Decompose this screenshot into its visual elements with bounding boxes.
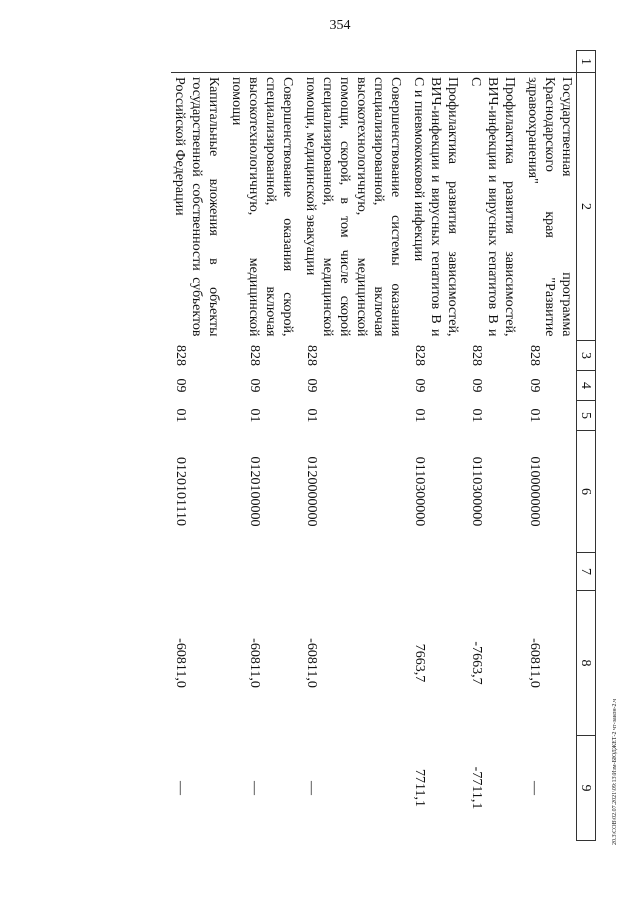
row-rz: 09 bbox=[527, 378, 542, 393]
row-name: Капитальные вложения в объекты государственной собственности субъектов Российской Федерации bbox=[172, 77, 221, 337]
budget-table bbox=[96, 50, 596, 840]
row-name: Совершенствование системы оказания специализированной, включая высокотехнологичную, медицинской помощи, скорой, в том числе скорой специализированной, медицинской помощи, медицинской эвакуации bbox=[303, 77, 403, 337]
table-row bbox=[467, 51, 524, 841]
row-amount: -60811,0 bbox=[527, 638, 542, 688]
row-amount-2: — bbox=[247, 781, 262, 795]
row-pr: 01 bbox=[173, 408, 188, 423]
row-grbs: 828 bbox=[173, 345, 188, 366]
table-row bbox=[302, 51, 410, 841]
row-csr: 0120000000 bbox=[304, 456, 319, 527]
row-amount-2: -7711,1 bbox=[469, 766, 484, 810]
row-amount-2: 7711,1 bbox=[412, 769, 427, 807]
row-csr: 0100000000 bbox=[527, 456, 542, 527]
column-header: 9 bbox=[577, 736, 596, 841]
row-amount: -7663,7 bbox=[469, 641, 484, 685]
table-row bbox=[228, 51, 302, 841]
row-name: Профилактика развития зависимостей, ВИЧ-инфекции и вирусных гепатитов В и С bbox=[468, 77, 517, 337]
row-grbs: 828 bbox=[304, 345, 319, 366]
column-header: 6 bbox=[577, 431, 596, 553]
row-vr bbox=[524, 553, 577, 591]
column-header: 7 bbox=[577, 553, 596, 591]
row-rz: 09 bbox=[247, 378, 262, 393]
row-pr: 01 bbox=[412, 408, 427, 423]
row-csr: 0110300000 bbox=[412, 456, 427, 527]
table-header-row bbox=[577, 51, 596, 841]
row-name: Совершенствование оказания скорой, специализированной, включая высокотехнологичную, медицинской помощи bbox=[229, 77, 295, 337]
row-csr: 0120100000 bbox=[247, 456, 262, 527]
row-rz: 09 bbox=[412, 378, 427, 393]
row-amount-2: — bbox=[173, 781, 188, 795]
row-amount-2: — bbox=[527, 781, 542, 795]
row-name: Государственная программа Краснодарского края "Развитие здравоохранения" bbox=[525, 77, 574, 337]
row-vr bbox=[467, 553, 524, 591]
row-rz: 09 bbox=[469, 378, 484, 393]
column-header: 1 bbox=[577, 51, 596, 73]
page-number: 354 bbox=[329, 18, 351, 33]
table-row bbox=[171, 51, 228, 841]
row-amount: 7663,7 bbox=[412, 643, 427, 683]
row-csr: 0120101110 bbox=[173, 457, 188, 526]
row-vr bbox=[228, 553, 302, 591]
column-header: 4 bbox=[577, 371, 596, 401]
column-header: 3 bbox=[577, 341, 596, 371]
table-row bbox=[524, 51, 577, 841]
row-grbs: 828 bbox=[469, 345, 484, 366]
document-code: 20.3\СОВ\02.07.2021\09:13\Изм-БЮДЖЕТ-2 чт-закон-2.ч bbox=[612, 698, 618, 845]
table-row bbox=[410, 51, 467, 841]
column-header: 2 bbox=[577, 73, 596, 341]
row-pr: 01 bbox=[247, 408, 262, 423]
row-amount: -60811,0 bbox=[173, 638, 188, 688]
column-header: 8 bbox=[577, 591, 596, 736]
row-csr: 0110300000 bbox=[469, 456, 484, 527]
row-amount-2: — bbox=[304, 781, 319, 795]
row-pr: 01 bbox=[527, 408, 542, 423]
row-grbs: 828 bbox=[527, 345, 542, 366]
row-grbs: 828 bbox=[247, 345, 262, 366]
row-pr: 01 bbox=[304, 408, 319, 423]
row-vr bbox=[171, 553, 228, 591]
row-vr bbox=[410, 553, 467, 591]
row-amount: -60811,0 bbox=[247, 638, 262, 688]
row-name: Профилактика развития зависимостей, ВИЧ-инфекции и вирусных гепатитов В и С и пневмококковой инфекции bbox=[411, 77, 460, 337]
row-rz: 09 bbox=[304, 378, 319, 393]
column-header: 5 bbox=[577, 401, 596, 431]
row-amount: -60811,0 bbox=[304, 638, 319, 688]
row-rz: 09 bbox=[173, 378, 188, 393]
row-vr bbox=[302, 553, 410, 591]
row-pr: 01 bbox=[469, 408, 484, 423]
row-grbs: 828 bbox=[412, 345, 427, 366]
